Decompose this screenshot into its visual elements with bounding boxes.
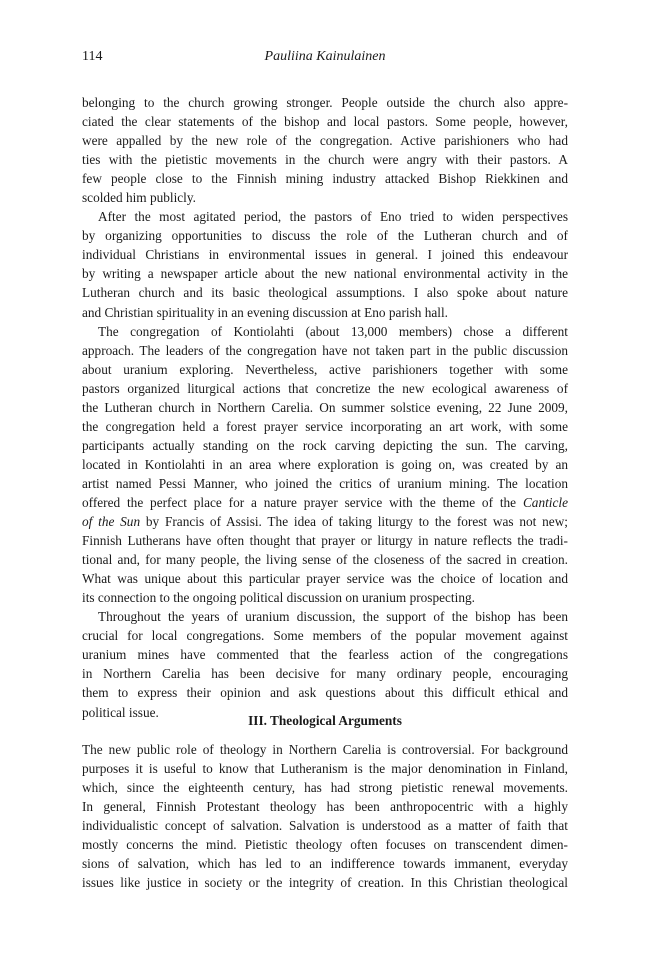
page-number: 114	[82, 49, 103, 64]
text-line: the congregation held a forest prayer service incorporating an art work, with some	[82, 418, 568, 434]
text-line: about uranium exploring. Nevertheless, active parishioners together with some	[82, 361, 568, 377]
text-line: in Northern Carelia has been decisive for many ordinary people, encouraging	[82, 666, 568, 682]
text-line: individual Christians in environmental issues in general. I joined this endeavour	[82, 247, 568, 263]
text-line: by organizing opportunities to discuss the role of the Lutheran church and of	[82, 228, 568, 244]
text-line: and Christian spirituality in an evening discussion at Eno parish hall.	[82, 304, 448, 320]
body-text-section-2	[82, 740, 568, 892]
body-text-section-1	[82, 93, 568, 722]
text-line: Throughout the years of uranium discussion, the support of the bishop has been	[98, 609, 568, 625]
text-line: were appalled by the new role of the congregation. Active parishioners who had	[82, 133, 568, 149]
text-line: sions of salvation, which has led to an indifference towards immanent, everyday	[82, 856, 568, 872]
text-line: pastors organized liturgical actions that concretize the new ecological awareness of	[82, 380, 568, 396]
text-line: artist named Pessi Manner, who joined the critics of uranium mining. The location	[82, 475, 568, 491]
text-line: Finnish Lutherans have often thought that prayer or liturgy in nature reflects the tradi-	[82, 533, 568, 549]
text-line: scolded him publicly.	[82, 190, 196, 206]
text-line: of the Sun by Francis of Assisi. The idea of taking liturgy to the forest was not new;	[82, 514, 569, 530]
text-line: located in Kontiolahti in an area where exploration is going on, was created by an	[82, 456, 568, 472]
text-line: uranium mines have commented that the fearless action of the congregations	[82, 647, 568, 663]
text-line: tional and, for many people, the living sense of the closeness of the sacred in creation.	[82, 552, 568, 568]
text-line: offered the perfect place for a nature prayer service with the theme of the Canticle	[82, 494, 568, 510]
text-line: few people close to the Finnish mining industry attacked Bishop Riekkinen and	[82, 171, 568, 187]
running-head-author: Pauliina Kainulainen	[264, 49, 386, 64]
text-line: participants actually standing on the rock carving depicting the sun. The carving,	[82, 437, 568, 453]
text-line: which, since the eighteenth century, has had strong pietistic renewal movements.	[82, 780, 568, 796]
text-line: them to express their opinion and ask questions about this difficult ethical and	[82, 685, 568, 701]
text-line: The new public role of theology in Northern Carelia is controversial. For background	[82, 742, 568, 757]
text-line: individualistic concept of salvation. Salvation is understood as a matter of faith that	[82, 818, 568, 834]
text-line: political issue.	[82, 704, 159, 720]
text-line: ties with the pietistic movements in the church were angry with their pastors. A	[82, 152, 568, 168]
text-line: After the most agitated period, the pastors of Eno tried to widen perspectives	[98, 209, 568, 225]
text-line: issues like justice in society or the integrity of creation. In this Christian theological	[82, 875, 568, 891]
text-line: by writing a newspaper article about the new national environmental activity in the	[82, 266, 568, 282]
italic-title: of the Sun	[82, 514, 141, 530]
text-line: its connection to the ongoing political discussion on uranium prospecting.	[82, 590, 475, 606]
text-line: Lutheran church and its basic theological assumptions. I also spoke about nature	[82, 285, 568, 301]
text-line: mostly concerns the mind. Pietistic theology often focuses on transcendent dimen-	[82, 837, 568, 853]
page-header	[82, 49, 568, 69]
text-line: The congregation of Kontiolahti (about 13,000 members) chose a different	[98, 323, 568, 339]
text-line: the Lutheran church in Northern Carelia. On summer solstice evening, 22 June 2009,	[82, 399, 568, 415]
italic-title: Canticle	[522, 494, 568, 510]
text-line: ciated the clear statements of the bishop and local pastors. Some people, however,	[82, 114, 568, 130]
text-line: What was unique about this particular prayer service was the choice of location and	[82, 571, 568, 587]
text-line: purposes it is useful to know that Lutheranism is the major denomination in Finland,	[82, 761, 568, 777]
text-line: crucial for local congregations. Some members of the popular movement against	[82, 628, 568, 644]
text-line: In general, Finnish Protestant theology has been anthropocentric with a highly	[82, 799, 568, 815]
section-heading: III. Theological Arguments	[248, 713, 402, 728]
text-line: belonging to the church growing stronger. People outside the church also appre-	[82, 95, 568, 110]
text-line: approach. The leaders of the congregation have not taken part in the public discussion	[82, 342, 568, 358]
